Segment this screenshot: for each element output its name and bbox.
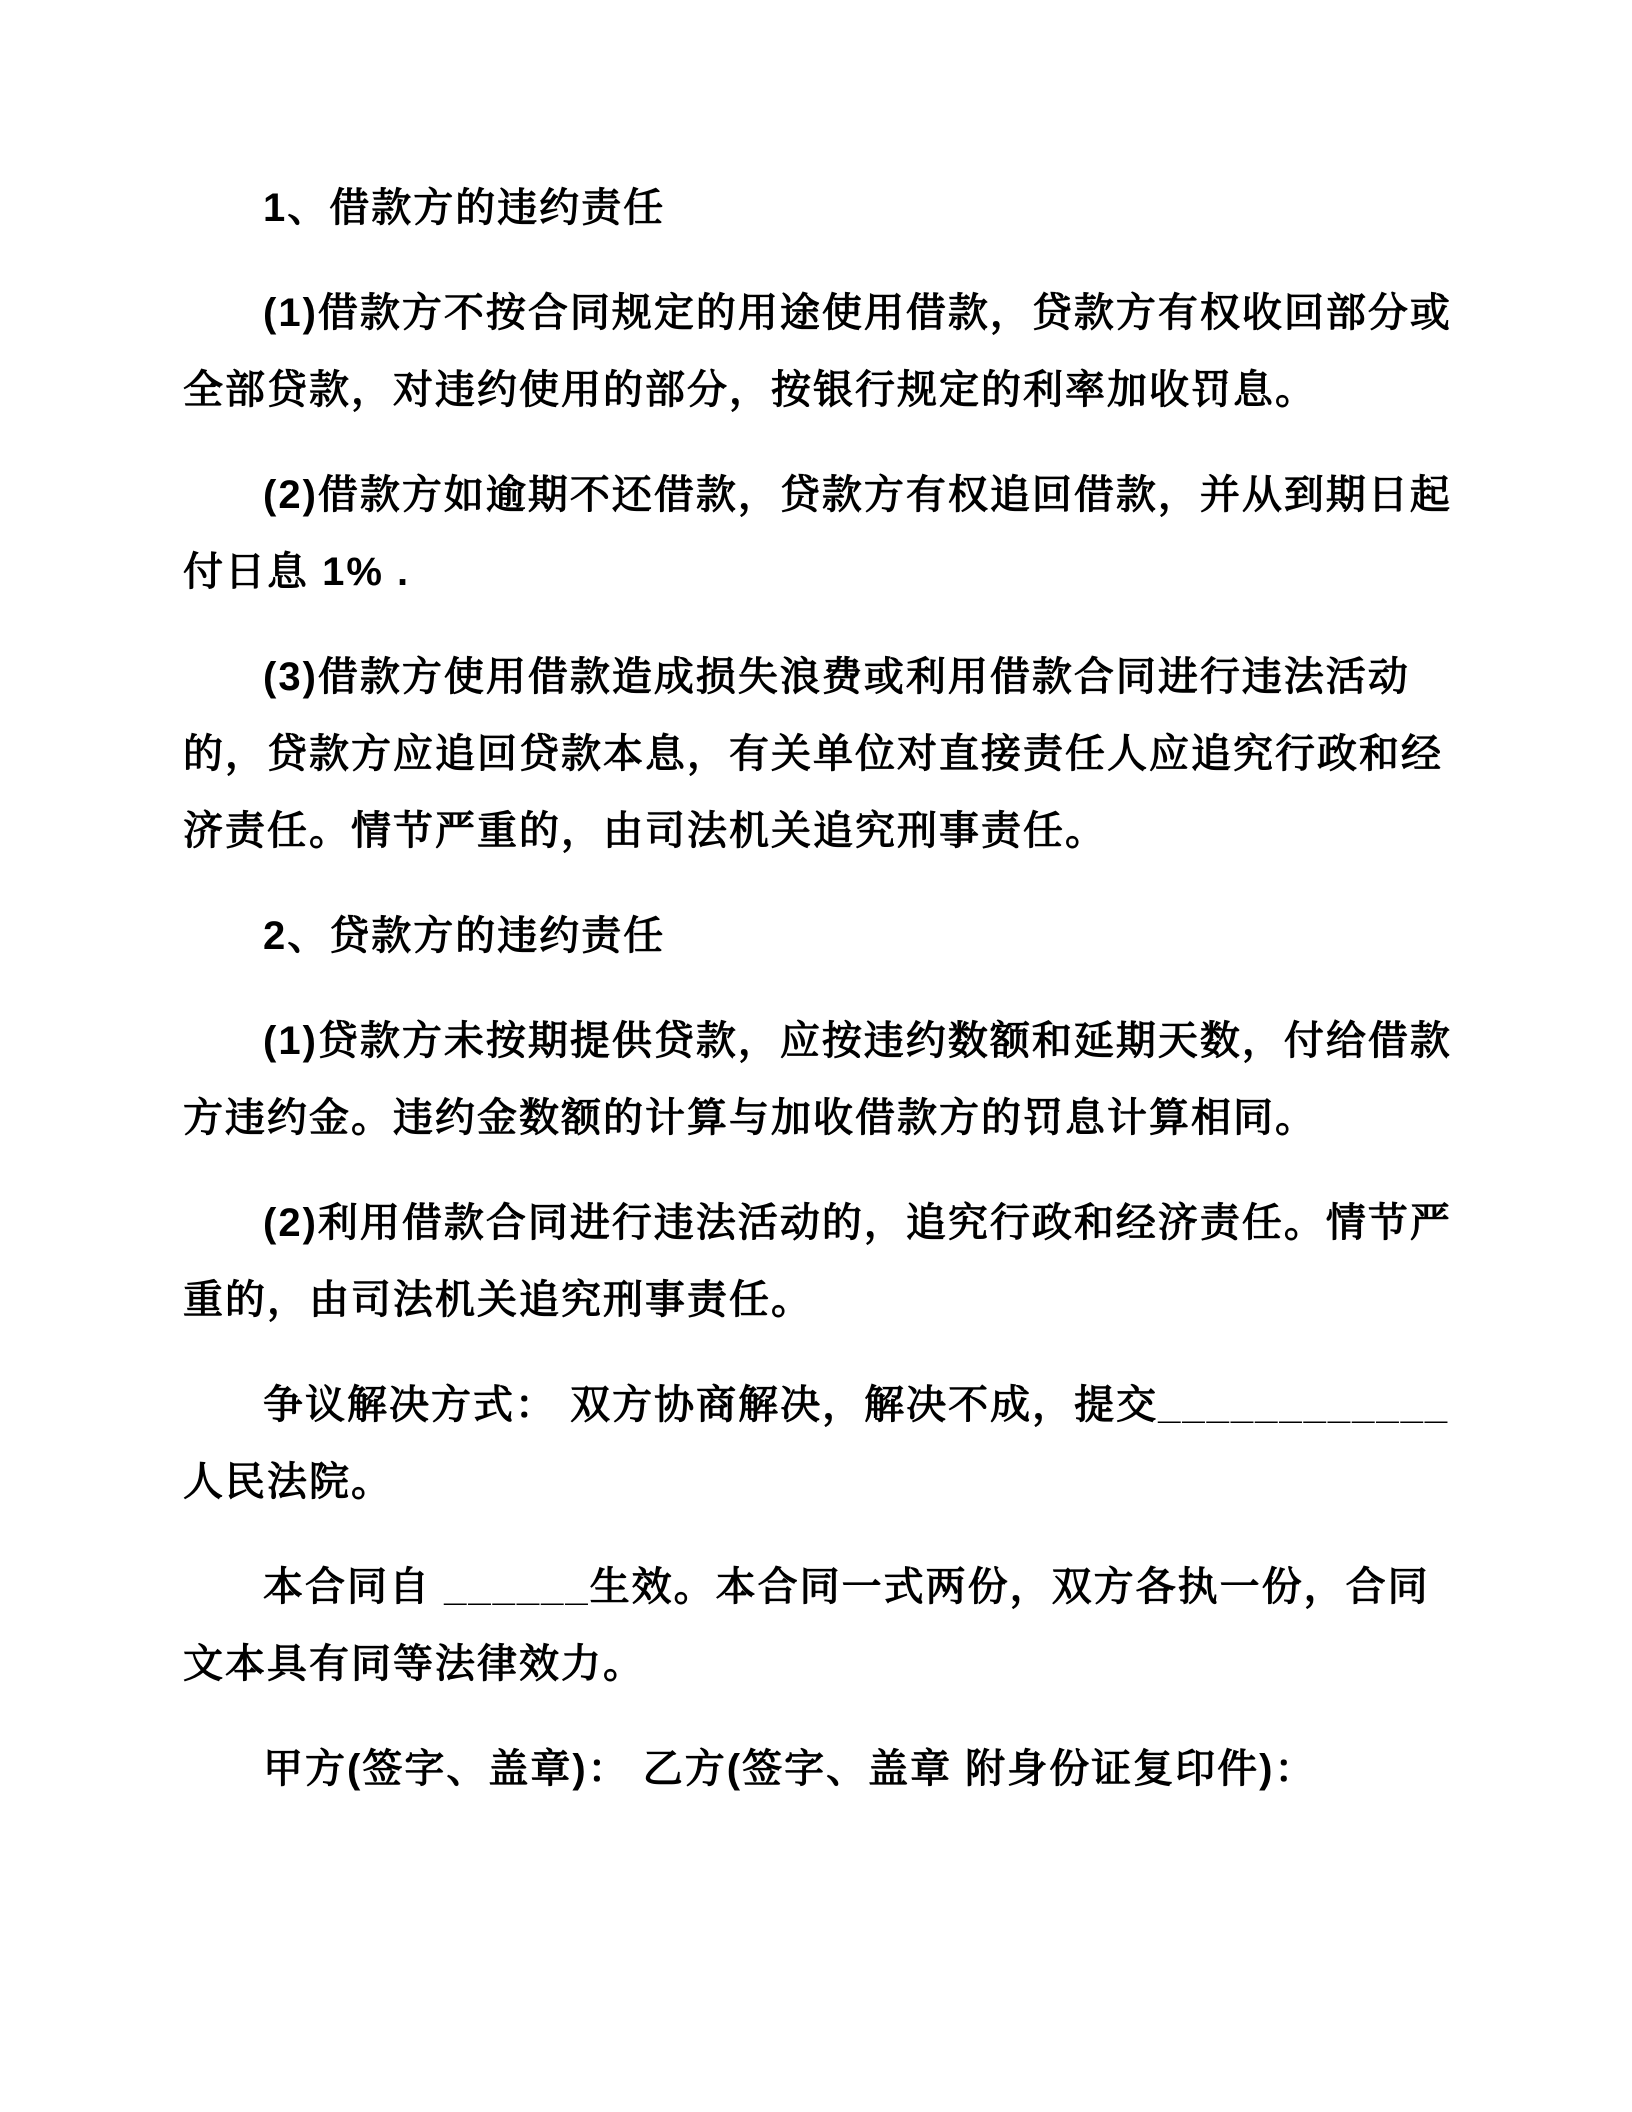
- clause-2-item-2: (2)利用借款合同进行违法活动的，追究行政和经济责任。情节严重的，由司法机关追究刑事责任。: [183, 1201, 1452, 1322]
- contract-body: [183, 170, 1456, 1808]
- clause-1-item-2: (2)借款方如逾期不还借款，贷款方有权追回借款，并从到期日起付日息 1% .: [183, 473, 1452, 594]
- clause-1-item-3: (3)借款方使用借款造成损失浪费或利用借款合同进行违法活动的，贷款方应追回贷款本息，有关单位对直接责任人应追究行政和经济责任。情节严重的，由司法机关追究刑事责任。: [183, 655, 1443, 853]
- clause-1-heading: 1、借款方的违约责任: [263, 186, 666, 230]
- effectiveness-paragraph: 本合同自 ______生效。本合同一式两份，双方各执一份，合同文本具有同等法律效力。: [183, 1565, 1430, 1686]
- clause-2-heading: 2、贷款方的违约责任: [263, 914, 666, 958]
- dispute-resolution-paragraph: 争议解决方式： 双方协商解决，解决不成，提交____________人民法院。: [183, 1383, 1450, 1504]
- clause-2-item-1: (1)贷款方未按期提供贷款，应按违约数额和延期天数，付给借款方违约金。违约金数额的计算与加收借款方的罚息计算相同。: [183, 1019, 1452, 1140]
- clause-1-item-1: (1)借款方不按合同规定的用途使用借款，贷款方有权收回部分或全部贷款，对违约使用的部分，按银行规定的利率加收罚息。: [183, 291, 1452, 412]
- signature-line: 甲方(签字、盖章)： 乙方(签字、盖章 附身份证复印件)：: [263, 1747, 1317, 1791]
